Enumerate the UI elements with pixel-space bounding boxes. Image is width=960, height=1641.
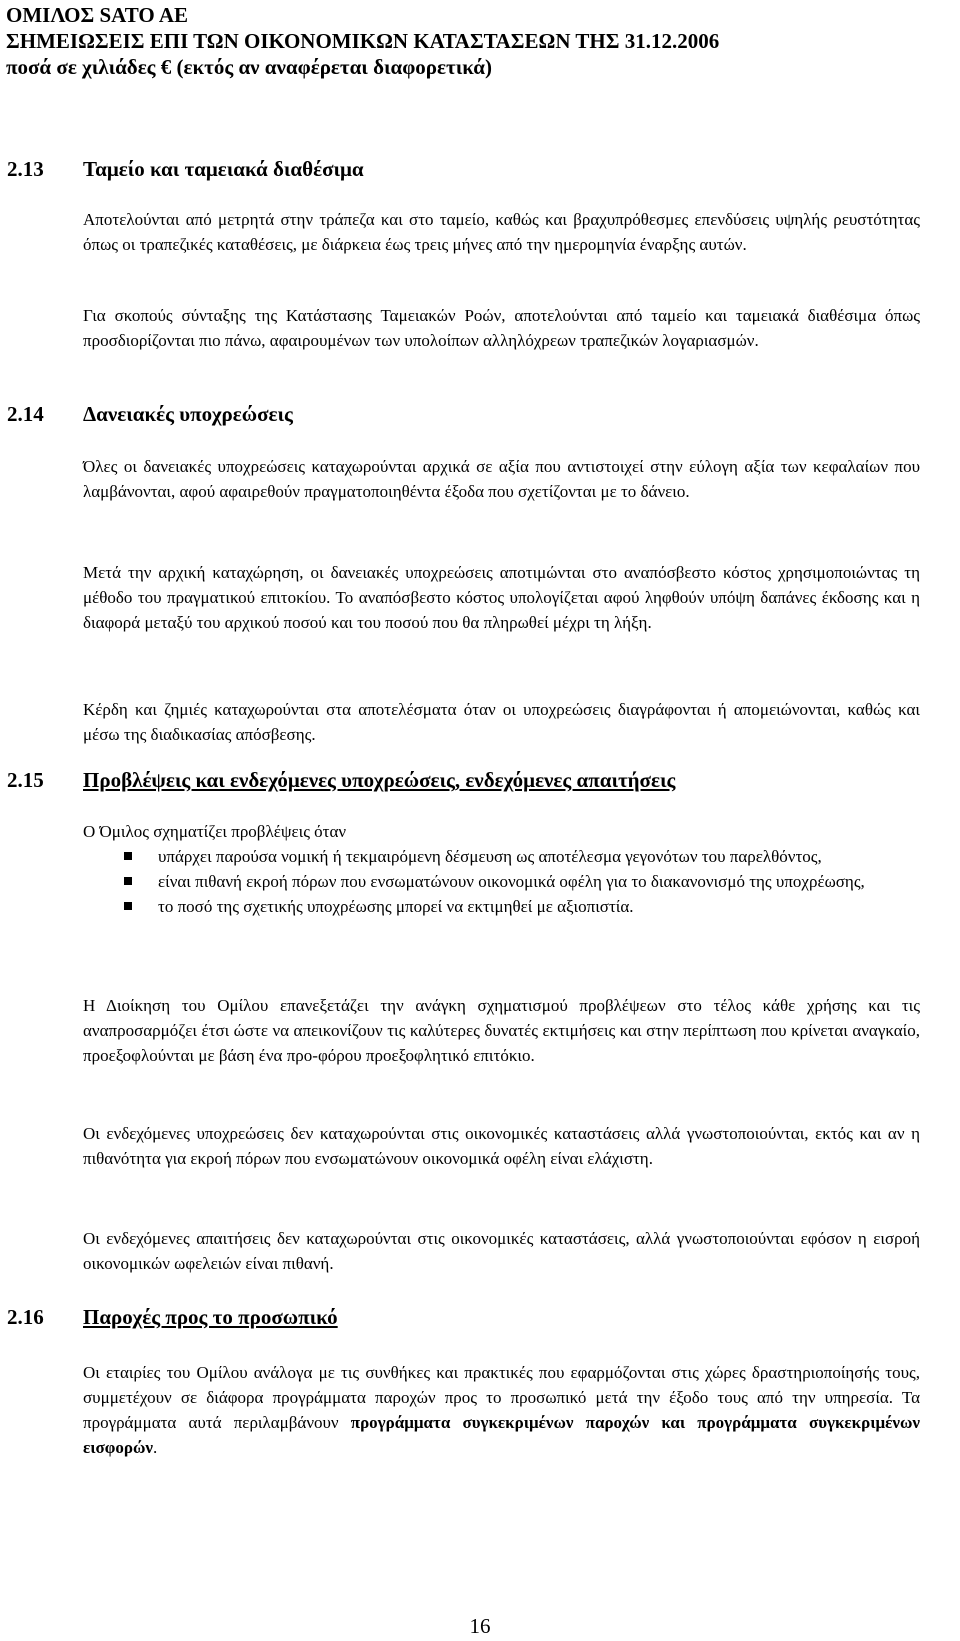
document-title: ΣΗΜΕΙΩΣΕΙΣ ΕΠΙ ΤΩΝ ΟΙΚΟΝΟΜΙΚΩΝ ΚΑΤΑΣΤΑΣΕΩΝ ΤΗΣ 31.12.2006 (6, 29, 720, 53)
list-item-text: υπάρχει παρούσα νομική ή τεκμαιρόμενη δέσμευση ως αποτέλεσμα γεγονότων του παρελθόντος, (158, 847, 822, 866)
paragraph: Οι ενδεχόμενες υποχρεώσεις δεν καταχωρούνται στις οικονομικές καταστάσεις αλλά γνωστοποιούνται, εκτός και αν η πιθανότητα για εκροή πόρων που ενσωματώνουν οικονομικά οφέλη είναι ελάχιστη. (83, 1124, 920, 1168)
paragraph: Κέρδη και ζημιές καταχωρούνται στα αποτελέσματα όταν οι υποχρεώσεις διαγράφονται ή απομειώνονται, καθώς και μέσω της διαδικασίας απόσβεσης. (83, 700, 920, 744)
section-heading (0, 157, 960, 185)
bullet-square-icon (124, 852, 132, 860)
section-number: 2.15 (7, 768, 44, 792)
section-heading (0, 768, 960, 796)
paragraph: Αποτελούνται από μετρητά στην τράπεζα και στο ταμείο, καθώς και βραχυπρόθεσμες επενδύσεις υψηλής ρευστότητας όπως οι τραπεζικές καταθέσεις, με διάρκεια έως τρεις μήνες από την ημερομηνία έναρξης αυτών. (83, 210, 920, 254)
section-2-15 (0, 768, 960, 796)
section-2-13 (0, 157, 960, 185)
section-number: 2.13 (7, 157, 44, 181)
paragraph-bold-text: προγράμματα συγκεκριμένων παροχών και προγράμματα συγκεκριμένων εισφορών (83, 1413, 920, 1457)
list-item (83, 869, 920, 894)
section-2-14 (0, 402, 960, 430)
section-title: Προβλέψεις και ενδεχόμενες υποχρεώσεις, ενδεχόμενες απαιτήσεις (83, 768, 676, 792)
paragraph: Για σκοπούς σύνταξης της Κατάστασης Ταμειακών Ροών, αποτελούνται από ταμείο και ταμειακά διαθέσιμα όπως προσδιορίζονται πιο πάνω, αφαιρουμένων των υπολοίπων αλληλόχρεων τραπεζικών λογαριασμών. (83, 306, 920, 350)
currency-note: ποσά σε χιλιάδες € (εκτός αν αναφέρεται διαφορετικά) (6, 55, 492, 79)
list-lead: Ο Όμιλος σχηματίζει προβλέψεις όταν (83, 822, 347, 841)
bullet-square-icon (124, 902, 132, 910)
paragraph-text: Οι εταιρίες του Ομίλου ανάλογα με τις συνθήκες και πρακτικές που εφαρμόζονται στις χώρες δραστηριοποίησής τους, συμμετέχουν σε διάφορα προγράμματα παροχών προς το προσωπικό μετά την έξοδο τους από την υπηρεσία. Τα προγράμματα αυτά περιλαμβάνουν (83, 1363, 920, 1432)
paragraph: Η Διοίκηση του Ομίλου επανεξετάζει την ανάγκη σχηματισμού προβλέψεων στο τέλος κάθε χρήσης και τις αναπροσαρμόζει έτσι ώστε να απεικονίζουν τις καλύτερες δυνατές εκτιμήσεις και στην περίπτωση που κρίνεται αναγκαίο, προεξοφλούνται με βάση ένα προ-φόρου προεξοφλητικό επιτόκιο. (83, 996, 920, 1065)
section-title: Παροχές προς το προσωπικό (83, 1305, 338, 1329)
page-number: 16 (469, 1614, 491, 1638)
bullet-square-icon (124, 877, 132, 885)
paragraph: Όλες οι δανειακές υποχρεώσεις καταχωρούνται αρχικά σε αξία που αντιστοιχεί στην εύλογη αξία των κεφαλαίων που λαμβάνονται, αφού αφαιρεθούν πραγματοποιηθέντα έξοδα που σχετίζονται με το δάνειο. (83, 457, 920, 501)
section-number: 2.14 (7, 402, 44, 426)
list-item (83, 894, 920, 919)
paragraph: Οι ενδεχόμενες απαιτήσεις δεν καταχωρούνται στις οικονομικές καταστάσεις, αλλά γνωστοποιούνται εφόσον η εισροή οικονομικών ωφελειών είναι πιθανή. (83, 1229, 920, 1273)
section-title: Δανειακές υποχρεώσεις (83, 402, 293, 426)
paragraph: Μετά την αρχική καταχώρηση, οι δανειακές υποχρεώσεις αποτιμώνται στο αναπόσβεστο κόστος χρησιμοποιώντας τη μέθοδο του πραγματικού επιτοκίου. Το αναπόσβεστο κόστος υπολογίζεται αφού ληφθούν υπόψη δαπάνες έκδοσης και η διαφορά μεταξύ του αρχικού ποσού και του ποσού που θα πληρωθεί μέχρι τη λήξη. (83, 563, 920, 632)
section-2-16 (0, 1305, 960, 1333)
document-header (6, 2, 719, 80)
paragraph-end: . (153, 1438, 158, 1457)
list-item-text: είναι πιθανή εκροή πόρων που ενσωματώνουν οικονομικά οφέλη για το διακανονισμό της υποχρέωσης, (158, 872, 865, 891)
provision-conditions-list (83, 819, 920, 919)
section-heading (0, 1305, 960, 1333)
section-number: 2.16 (7, 1305, 44, 1329)
paragraph (83, 1360, 920, 1460)
section-heading (0, 402, 960, 430)
list-item-text: το ποσό της σχετικής υποχρέωσης μπορεί να εκτιμηθεί με αξιοπιστία. (158, 897, 634, 916)
list-item (83, 844, 920, 869)
company-name: ΟΜΙΛΟΣ SATO AE (6, 3, 188, 27)
section-title: Ταμείο και ταμειακά διαθέσιμα (83, 157, 364, 181)
